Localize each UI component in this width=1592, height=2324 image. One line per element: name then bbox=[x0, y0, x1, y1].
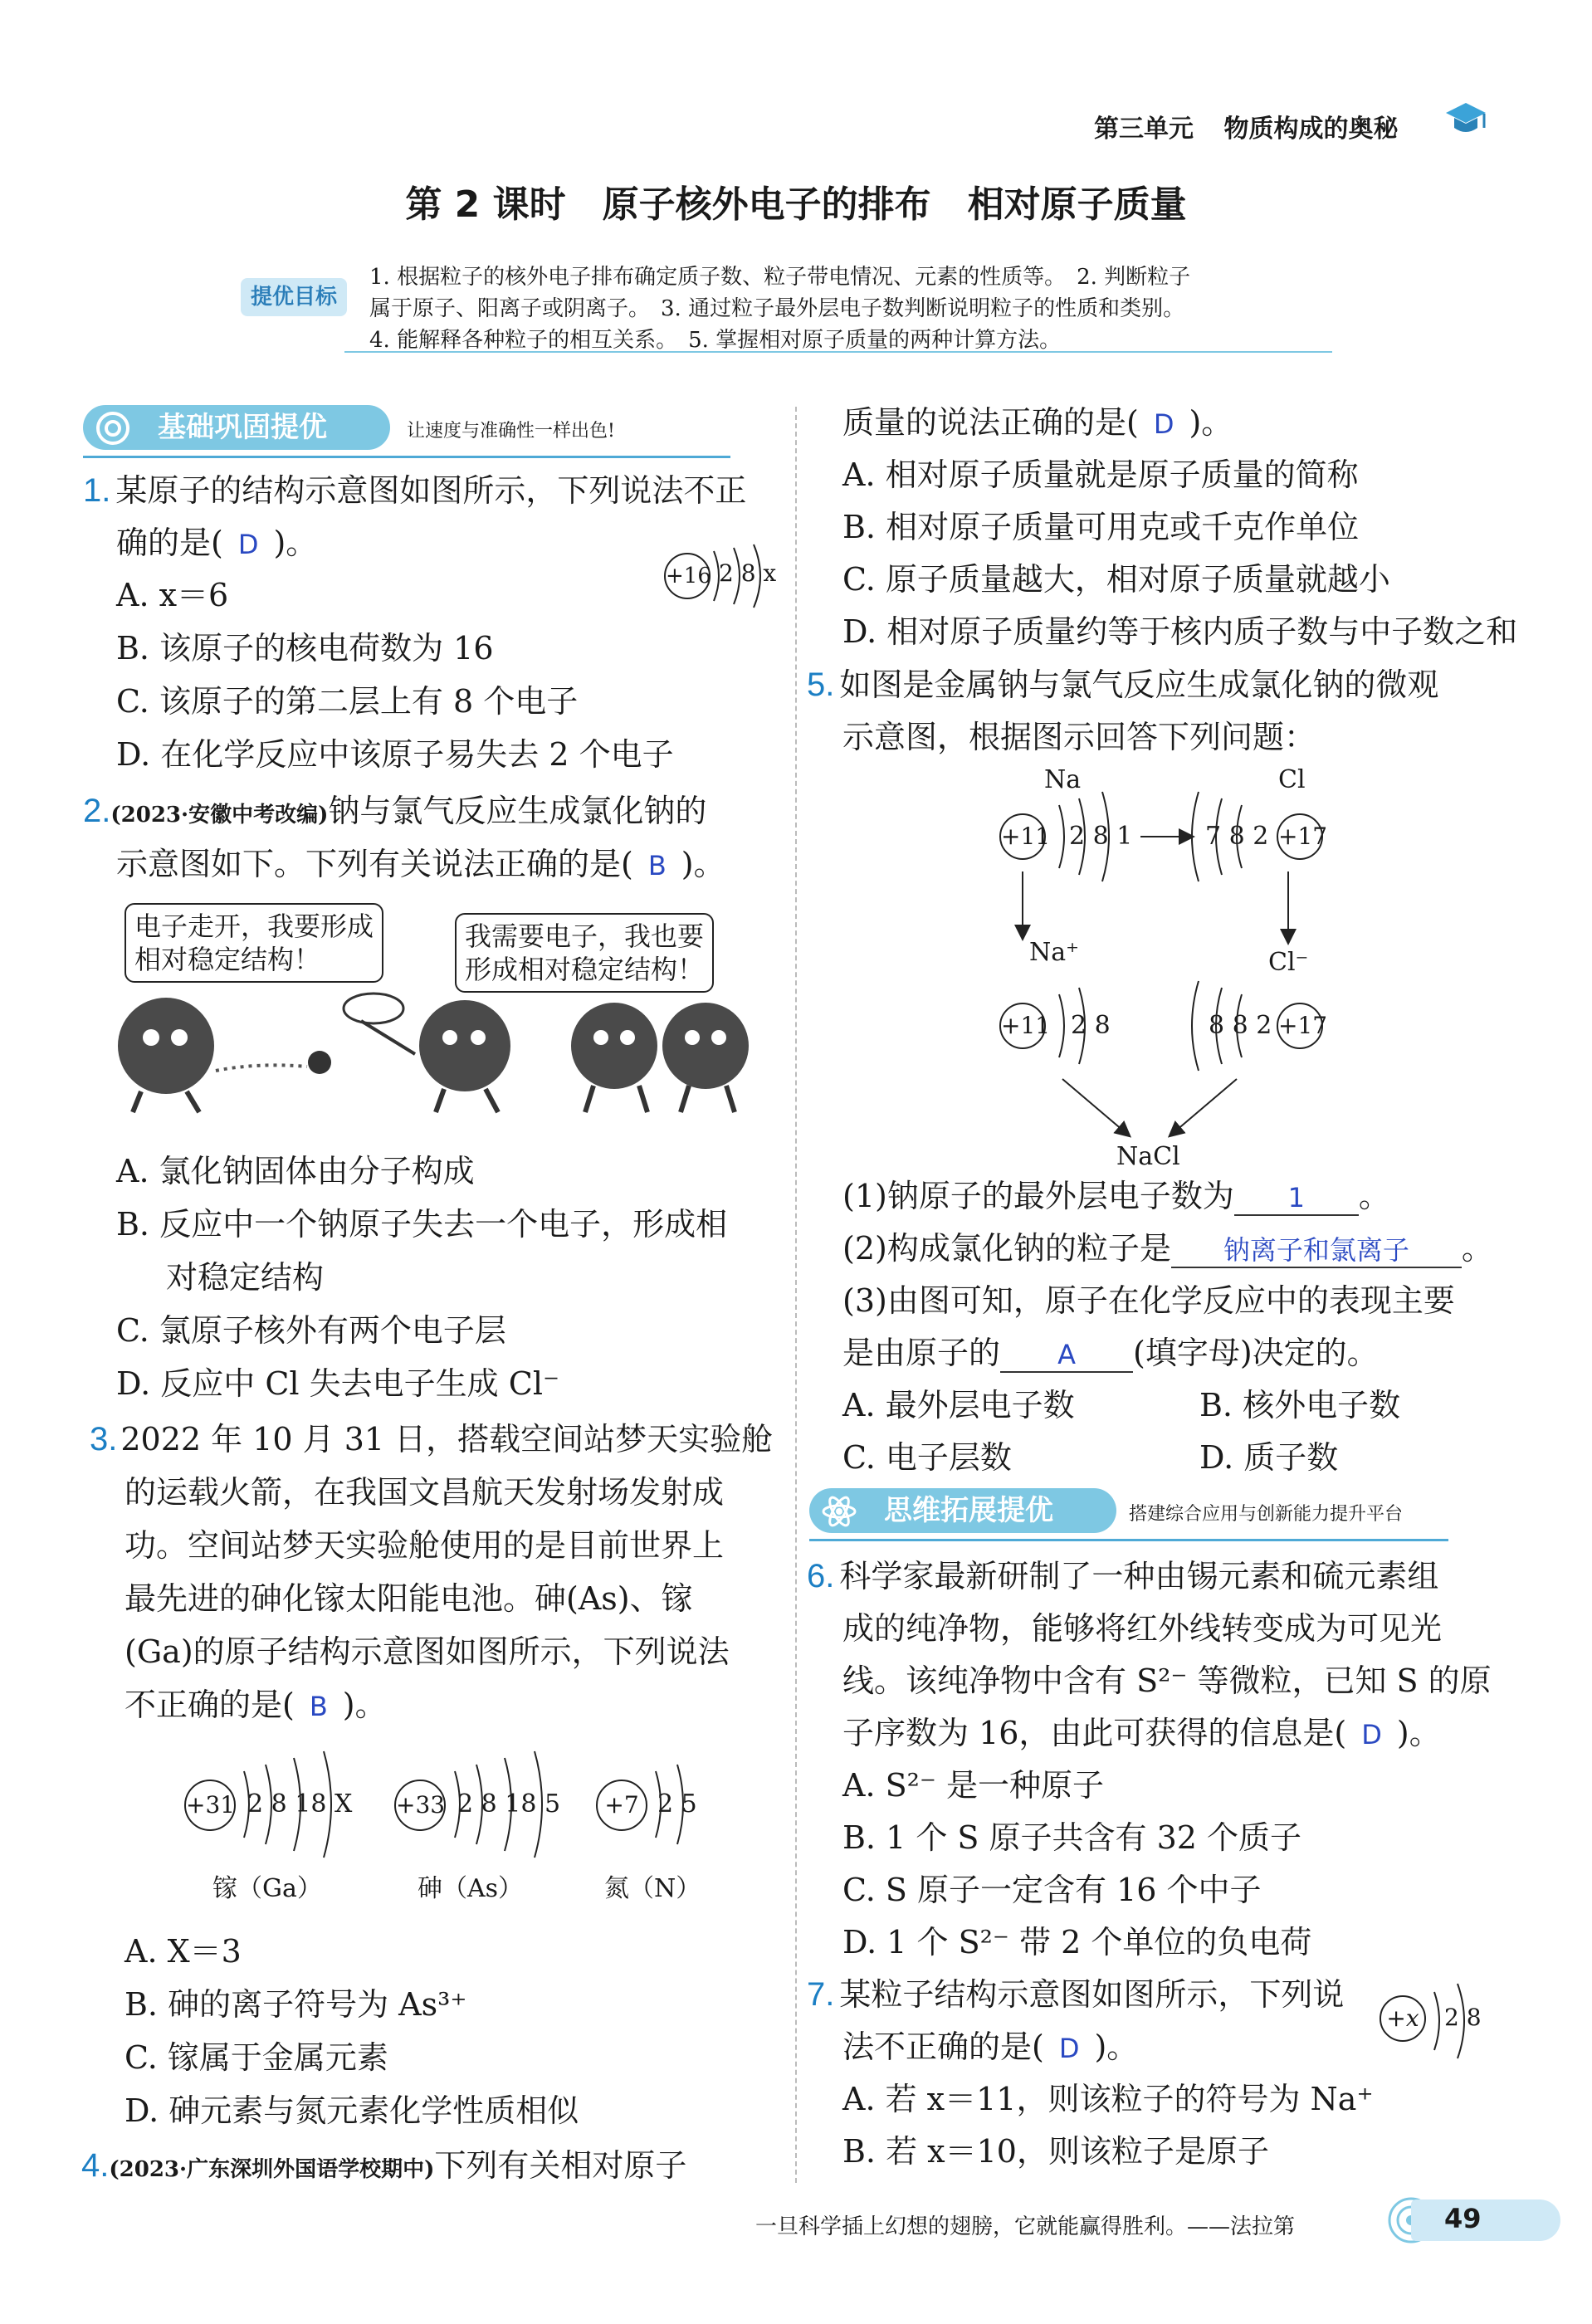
q1-option-c: C. 该原子的第二层上有 8 个电子 bbox=[116, 683, 579, 720]
q2-option-b-cont: 对稳定结构 bbox=[166, 1259, 325, 1296]
q3-shell-arcs bbox=[232, 1746, 747, 1863]
q4-line-1 bbox=[81, 2140, 686, 2195]
section-basic-banner bbox=[83, 405, 730, 458]
q7-answer: D bbox=[1058, 2033, 1080, 2064]
q1-line-2 bbox=[116, 517, 317, 570]
q3-line-3: 功。空间站梦天实验舱使用的是目前世界上 bbox=[125, 1527, 725, 1564]
q7-option-a: A. 若 x＝11，则该粒子的符号为 Na⁺ bbox=[842, 2081, 1374, 2117]
q2-bubble1-line1: 电子走开，我要形成 bbox=[134, 911, 374, 942]
q2-line-2 bbox=[116, 838, 725, 891]
q6-stem-4: 子序数为 16，由此可获得的信息是( bbox=[842, 1715, 1347, 1751]
q5-cl-shells: 7 8 2 bbox=[1205, 822, 1269, 851]
q1-stem-3: )。 bbox=[273, 525, 318, 561]
section-advanced-underline bbox=[809, 1539, 1448, 1541]
q2-answer: B bbox=[647, 850, 667, 881]
q1-line-1 bbox=[83, 465, 746, 516]
q3-line-1 bbox=[90, 1413, 773, 1465]
q3-line-4: 最先进的砷化镓太阳能电池。砷(As)、镓 bbox=[125, 1580, 693, 1617]
q2-cartoon-illustration bbox=[108, 979, 764, 1120]
q3-stem-1: 2022 年 10 月 31 日，搭载空间站梦天实验舱 bbox=[120, 1421, 774, 1457]
page-number: 49 bbox=[1444, 2203, 1482, 2234]
q4-stem-2: 质量的说法正确的是( bbox=[842, 404, 1139, 441]
q5-nacl-label: NaCl bbox=[1116, 1142, 1180, 1171]
q7-shell-arcs bbox=[1424, 1975, 1491, 2067]
q5-part3-line2 bbox=[842, 1327, 1379, 1379]
q5-part3-line1: (3)由图可知，原子在化学反应中的表现主要 bbox=[842, 1282, 1455, 1319]
q5-na-label: Na bbox=[1044, 765, 1082, 794]
q1-shells: 2 8 x bbox=[719, 559, 777, 587]
q2-bubble1-line2: 相对稳定结构！ bbox=[134, 944, 321, 975]
q6-option-a: A. S²⁻ 是一种原子 bbox=[842, 1767, 1105, 1804]
q6-line-3: 线。该纯净物中含有 S²⁻ 等微粒，已知 S 的原 bbox=[842, 1662, 1492, 1699]
q5-reaction-diagram-lines bbox=[996, 780, 1345, 1145]
q6-line-4 bbox=[842, 1707, 1441, 1760]
q3-as-shells: 2 8 18 5 bbox=[457, 1789, 561, 1819]
q1-nucleus: +16 bbox=[664, 553, 711, 599]
q7-line-2 bbox=[842, 2021, 1138, 2074]
q2-source: (2023·安徽中考改编) bbox=[110, 803, 329, 828]
q2-option-d: D. 反应中 Cl 失去电子生成 Cl⁻ bbox=[116, 1365, 560, 1402]
q3-ga-nucleus: +31 bbox=[184, 1780, 236, 1831]
q5-part3-answer: A bbox=[1000, 1338, 1133, 1373]
goal-line-3: 4. 能解释各种粒子的相互关系。 5. 掌握相对原子质量的两种计算方法。 bbox=[369, 328, 1062, 353]
unit-title: 物质构成的奥秘 bbox=[1223, 115, 1399, 144]
q3-option-b: B. 砷的离子符号为 As³⁺ bbox=[125, 1986, 467, 2023]
q4-line-2 bbox=[842, 397, 1233, 450]
q5-part3-end: (填字母)决定的。 bbox=[1133, 1335, 1379, 1371]
q3-as-nucleus: +33 bbox=[394, 1780, 446, 1831]
q5-option-a: A. 最外层电子数 bbox=[842, 1387, 1075, 1423]
q1-stem-2: 确的是( bbox=[116, 525, 223, 561]
q2-option-b: B. 反应中一个钠原子失去一个电子，形成相 bbox=[116, 1206, 728, 1243]
q5-na-ion-label: Na⁺ bbox=[1029, 938, 1079, 967]
q7-stem-2: 法不正确的是( bbox=[842, 2029, 1044, 2065]
goals-box bbox=[344, 261, 1332, 353]
q2-stem-3: )。 bbox=[681, 846, 725, 882]
q5-cl-label: Cl bbox=[1278, 765, 1306, 794]
q5-option-d: D. 质子数 bbox=[1199, 1439, 1339, 1476]
q5-na-shells: 2 8 1 bbox=[1069, 822, 1133, 851]
q5-option-b: B. 核外电子数 bbox=[1199, 1387, 1401, 1423]
q3-stem-6: 不正确的是( bbox=[125, 1687, 295, 1723]
q3-stem-7: )。 bbox=[342, 1687, 387, 1723]
q5-part2 bbox=[842, 1223, 1493, 1274]
q5-na-nucleus: +11 bbox=[999, 813, 1046, 860]
q3-option-d: D. 砷元素与氮元素化学性质相似 bbox=[125, 2092, 579, 2129]
q5-part2-text: (2)构成氯化钠的粒子是 bbox=[842, 1230, 1171, 1267]
q7-shells: 2 8 bbox=[1444, 2004, 1482, 2031]
q5-cl-ion-shells: 8 8 2 bbox=[1209, 1011, 1272, 1040]
section-basic-title: 基础巩固提优 bbox=[83, 405, 390, 450]
q5-part1-answer: 1 bbox=[1234, 1181, 1359, 1216]
q3-number: 3. bbox=[90, 1421, 118, 1457]
q2-line-1 bbox=[83, 785, 706, 841]
q6-number: 6. bbox=[807, 1558, 835, 1594]
q3-answer: B bbox=[309, 1691, 328, 1722]
q2-stem: 钠与氯气反应生成氯化钠的 bbox=[328, 793, 707, 829]
q5-cl-ion-label: Cl⁻ bbox=[1268, 948, 1309, 977]
q7-line-1 bbox=[807, 1969, 1344, 2020]
q1-number: 1. bbox=[83, 472, 111, 509]
q4-option-b: B. 相对原子质量可用克或千克作单位 bbox=[842, 509, 1360, 545]
q4-option-c: C. 原子质量越大，相对原子质量就越小 bbox=[842, 561, 1390, 598]
q5-part3-text: 是由原子的 bbox=[842, 1335, 1001, 1371]
footer-quote: 一旦科学插上幻想的翅膀，它就能赢得胜利。——法拉第 bbox=[755, 2214, 1296, 2239]
q1-answer: D bbox=[237, 529, 259, 560]
q5-na-ion-shells: 2 8 bbox=[1071, 1011, 1111, 1040]
q2-option-c: C. 氯原子核外有两个电子层 bbox=[116, 1312, 506, 1349]
q1-option-a: A. x＝6 bbox=[116, 577, 229, 613]
q3-option-c: C. 镓属于金属元素 bbox=[125, 2039, 388, 2076]
q5-part2-answer: 钠离子和氯离子 bbox=[1171, 1233, 1462, 1268]
q6-stem-1: 科学家最新研制了一种由锡元素和硫元素组 bbox=[839, 1558, 1439, 1594]
q3-n-shells: 2 5 bbox=[657, 1789, 697, 1819]
q4-option-a: A. 相对原子质量就是原子质量的简称 bbox=[842, 456, 1359, 493]
q4-stem: 下列有关相对原子 bbox=[434, 2147, 687, 2184]
q7-stem-3: )。 bbox=[1094, 2029, 1139, 2065]
lesson-title: 第 2 课时 原子核外电子的排布 相对原子质量 bbox=[405, 183, 1187, 226]
section-advanced-banner bbox=[809, 1488, 1448, 1541]
q7-number: 7. bbox=[807, 1976, 835, 2013]
q5-part1-text: (1)钠原子的最外层电子数为 bbox=[842, 1178, 1234, 1214]
column-divider bbox=[795, 407, 797, 2183]
q2-bubble2-line2: 形成相对稳定结构！ bbox=[465, 954, 705, 985]
q3-line-5: (Ga)的原子结构示意图如图所示，下列说法 bbox=[125, 1633, 730, 1670]
q5-line-1 bbox=[807, 659, 1438, 710]
q6-line-2: 成的纯净物，能够将红外线转变成为可见光 bbox=[842, 1610, 1443, 1647]
q5-part2-end: 。 bbox=[1461, 1230, 1493, 1267]
q2-number: 2. bbox=[83, 793, 111, 829]
q3-line-2: 的运载火箭，在我国文昌航天发射场发射成 bbox=[125, 1474, 725, 1511]
q5-line-2: 示意图，根据图示回答下列问题： bbox=[842, 719, 1316, 755]
q4-option-d: D. 相对原子质量约等于核内质子数与中子数之和 bbox=[842, 613, 1518, 650]
q2-bubble2-line1: 我需要电子，我也要 bbox=[465, 920, 705, 952]
page-number-box bbox=[1411, 2200, 1560, 2241]
q7-nucleus: +x bbox=[1380, 1995, 1426, 2042]
q5-part1 bbox=[842, 1170, 1390, 1222]
goal-line-2: 属于原子、阳离子或阴离子。 3. 通过粒子最外层电子数判断说明粒子的性质和类别。 bbox=[369, 296, 1185, 321]
q5-stem-1: 如图是金属钠与氯气反应生成氯化钠的微观 bbox=[839, 666, 1439, 703]
q5-cl-ion-nucleus: +17 bbox=[1277, 1003, 1323, 1049]
q4-source: (2023·广东深圳外国语学校期中) bbox=[109, 2157, 435, 2182]
q3-n-label: 氮（N） bbox=[604, 1874, 701, 1903]
q1-stem: 某原子的结构示意图如图所示，下列说法不正 bbox=[115, 472, 747, 509]
q1-shell-arcs bbox=[706, 543, 772, 609]
q3-ga-label: 镓（Ga） bbox=[212, 1874, 322, 1903]
unit-label: 第三单元 bbox=[1094, 115, 1194, 144]
q5-number: 5. bbox=[807, 666, 835, 703]
q2-stem-2: 示意图如下。下列有关说法正确的是( bbox=[116, 846, 633, 882]
graduation-cap-icon bbox=[1443, 98, 1489, 139]
header-unit bbox=[1094, 108, 1398, 144]
q3-n-nucleus: +7 bbox=[596, 1780, 647, 1831]
q5-part1-end: 。 bbox=[1358, 1178, 1390, 1214]
q1-option-b: B. 该原子的核电荷数为 16 bbox=[116, 630, 494, 666]
q3-as-label: 砷（As） bbox=[418, 1874, 524, 1903]
target-icon bbox=[95, 410, 131, 447]
section-basic-underline bbox=[83, 456, 730, 458]
section-advanced-subtitle: 搭建综合应用与创新能力提升平台 bbox=[1129, 1504, 1404, 1525]
q5-option-c: C. 电子层数 bbox=[842, 1439, 1012, 1476]
q3-ga-shells: 2 8 18 X bbox=[247, 1789, 353, 1819]
q6-option-b: B. 1 个 S 原子共含有 32 个质子 bbox=[842, 1819, 1302, 1856]
q6-stem-5: )。 bbox=[1396, 1715, 1441, 1751]
q1-option-d: D. 在化学反应中该原子易失去 2 个电子 bbox=[116, 736, 674, 773]
section-basic-subtitle: 让速度与准确性一样出色! bbox=[407, 421, 615, 442]
q2-speech-bubble-1 bbox=[125, 903, 383, 983]
q6-answer: D bbox=[1361, 1719, 1382, 1750]
q6-option-c: C. S 原子一定含有 16 个中子 bbox=[842, 1872, 1262, 1908]
q7-stem-1: 某粒子结构示意图如图所示，下列说 bbox=[839, 1976, 1345, 2013]
q5-na-ion-nucleus: +11 bbox=[999, 1003, 1046, 1049]
q2-option-a: A. 氯化钠固体由分子构成 bbox=[116, 1153, 475, 1189]
q4-answer: D bbox=[1153, 408, 1174, 440]
q5-cl-nucleus: +17 bbox=[1277, 813, 1323, 860]
q4-stem-3: )。 bbox=[1189, 404, 1233, 441]
q6-line-1 bbox=[807, 1550, 1438, 1602]
q3-option-a: A. X＝3 bbox=[125, 1933, 242, 1970]
q7-option-b: B. 若 x＝10，则该粒子是原子 bbox=[842, 2133, 1269, 2170]
goals-label: 提优目标 bbox=[241, 278, 347, 316]
atom-icon bbox=[821, 1493, 857, 1530]
q6-option-d: D. 1 个 S²⁻ 带 2 个单位的负电荷 bbox=[842, 1924, 1312, 1960]
goal-line-1: 1. 根据粒子的核外电子排布确定质子数、粒子带电情况、元素的性质等。 2. 判断粒子 bbox=[369, 265, 1191, 290]
q4-number: 4. bbox=[81, 2147, 110, 2184]
section-advanced-title: 思维拓展提优 bbox=[809, 1488, 1116, 1533]
q3-line-6 bbox=[125, 1679, 387, 1732]
